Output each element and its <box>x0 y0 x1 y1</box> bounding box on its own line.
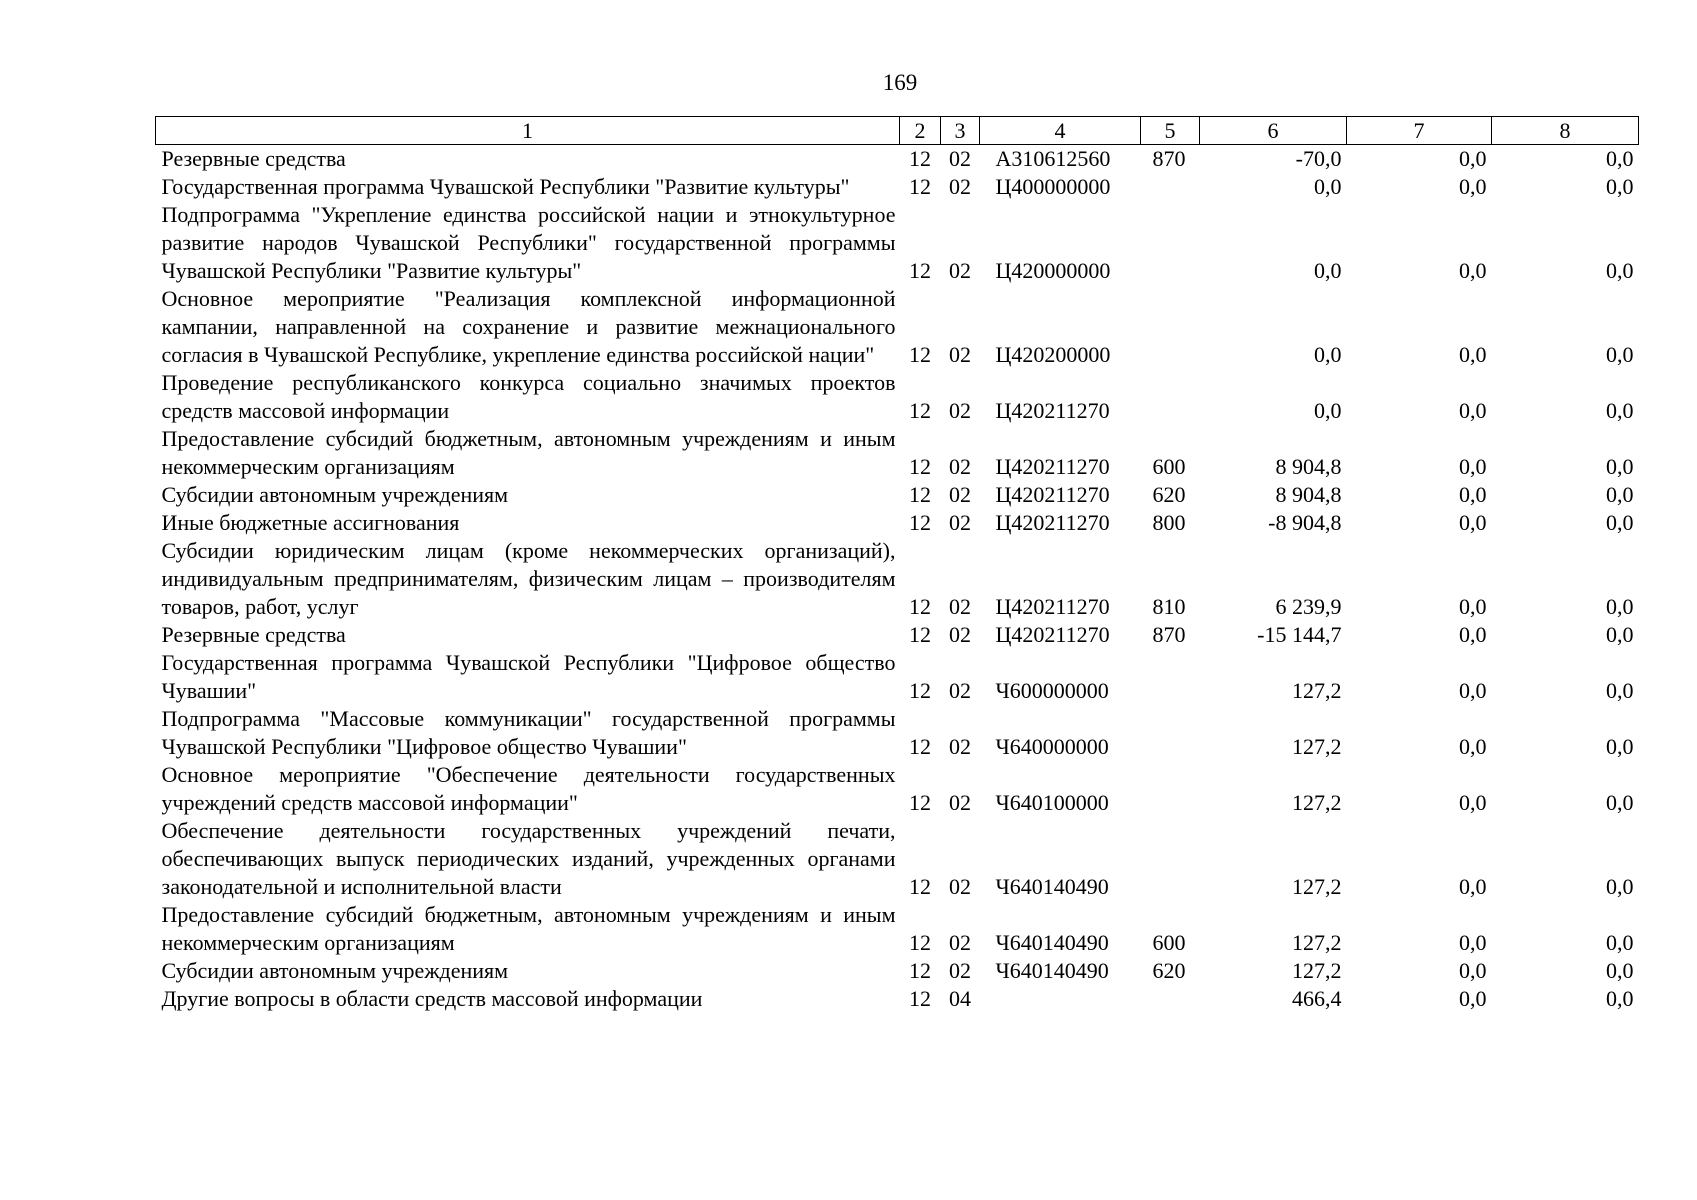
subsection-code: 02 <box>949 874 971 899</box>
section-code: 12 <box>909 678 931 703</box>
amount-col-7: 0,0 <box>1459 790 1487 815</box>
page-number: 169 <box>882 70 918 95</box>
amount-col-7: 0,0 <box>1459 342 1487 367</box>
amount-col-7: 0,0 <box>1459 510 1487 535</box>
amount-col-8: 0,0 <box>1606 146 1634 171</box>
expense-type-code: 620 <box>1152 482 1186 507</box>
amount-col-6: 127,2 <box>1292 930 1342 955</box>
amount-col-7: 0,0 <box>1459 454 1487 479</box>
amount-col-6: 127,2 <box>1292 874 1342 899</box>
amount-col-8: 0,0 <box>1606 398 1634 423</box>
expense-type-code <box>1141 285 1200 369</box>
row-name: Субсидии юридическим лицам (кроме некоммерческих организаций), индивидуальным предпринимателям, физическим лицам – производителям товаров, работ, услуг <box>161 538 896 619</box>
expense-type-code <box>1141 173 1200 201</box>
table-row <box>156 537 1639 621</box>
amount-col-8: 0,0 <box>1606 874 1634 899</box>
column-header-1: 1 <box>156 117 900 145</box>
section-code: 12 <box>909 342 931 367</box>
section-code: 12 <box>909 986 931 1011</box>
table-row <box>156 817 1639 901</box>
section-code: 12 <box>909 734 931 759</box>
row-name: Подпрограмма "Укрепление единства российской нации и этнокультурное развитие народов Чувашской Республики" государственной программы Чувашской Республики "Развитие культуры" <box>161 202 896 283</box>
amount-col-7: 0,0 <box>1459 958 1487 983</box>
amount-col-7: 0,0 <box>1459 678 1487 703</box>
target-article-code: Ч640140490 <box>995 874 1109 899</box>
subsection-code: 02 <box>949 398 971 423</box>
row-name: Обеспечение деятельности государственных учреждений печати, обеспечивающих выпуск периодических изданий, учрежденных органами законодательной и исполнительной власти <box>161 818 896 899</box>
section-code: 12 <box>909 594 931 619</box>
amount-col-8: 0,0 <box>1606 790 1634 815</box>
row-name: Резервные средства <box>161 146 346 171</box>
target-article-code: Ц420211270 <box>995 398 1110 423</box>
amount-col-8: 0,0 <box>1606 622 1634 647</box>
amount-col-8: 0,0 <box>1606 594 1634 619</box>
target-article-code: Ц420211270 <box>995 594 1110 619</box>
table-row <box>156 481 1639 509</box>
amount-col-8: 0,0 <box>1606 342 1634 367</box>
subsection-code: 02 <box>949 622 971 647</box>
amount-col-8: 0,0 <box>1606 258 1634 283</box>
expense-type-code: 870 <box>1152 622 1186 647</box>
amount-col-8: 0,0 <box>1606 678 1634 703</box>
amount-col-7: 0,0 <box>1459 874 1487 899</box>
amount-col-6: 8 904,8 <box>1275 454 1342 479</box>
section-code: 12 <box>909 930 931 955</box>
expense-type-code <box>1141 705 1200 761</box>
table-row <box>156 285 1639 369</box>
row-name: Субсидии автономным учреждениям <box>161 482 509 507</box>
amount-col-7: 0,0 <box>1459 174 1487 199</box>
amount-col-8: 0,0 <box>1606 958 1634 983</box>
expense-type-code: 870 <box>1152 146 1186 171</box>
subsection-code: 02 <box>949 734 971 759</box>
subsection-code: 04 <box>949 986 971 1011</box>
section-code: 12 <box>909 874 931 899</box>
section-code: 12 <box>909 482 931 507</box>
section-code: 12 <box>909 790 931 815</box>
expense-type-code: 800 <box>1152 510 1186 535</box>
amount-col-7: 0,0 <box>1459 734 1487 759</box>
table-row <box>156 509 1639 537</box>
amount-col-7: 0,0 <box>1459 258 1487 283</box>
amount-col-6: 0,0 <box>1314 174 1342 199</box>
column-header-8: 8 <box>1492 117 1639 145</box>
amount-col-7: 0,0 <box>1459 622 1487 647</box>
table-header <box>156 117 1639 145</box>
subsection-code: 02 <box>949 790 971 815</box>
section-code: 12 <box>909 454 931 479</box>
table-row <box>156 369 1639 425</box>
header-row <box>156 117 1639 145</box>
column-header-7: 7 <box>1347 117 1492 145</box>
section-code: 12 <box>909 146 931 171</box>
amount-col-7: 0,0 <box>1459 594 1487 619</box>
subsection-code: 02 <box>949 174 971 199</box>
amount-col-7: 0,0 <box>1459 986 1487 1011</box>
table-row <box>156 649 1639 705</box>
subsection-code: 02 <box>949 342 971 367</box>
table-row <box>156 201 1639 285</box>
subsection-code: 02 <box>949 454 971 479</box>
target-article-code: Ц420000000 <box>995 258 1111 283</box>
subsection-code: 02 <box>949 258 971 283</box>
amount-col-6: 0,0 <box>1314 398 1342 423</box>
table-row <box>156 761 1639 817</box>
amount-col-6: 127,2 <box>1292 734 1342 759</box>
row-name: Основное мероприятие "Реализация комплексной информационной кампании, направленной на сохранение и развитие межнационального согласия в Чувашской Республике, укрепление единства российской нации" <box>161 286 896 367</box>
amount-col-6: -15 144,7 <box>1257 622 1342 647</box>
amount-col-6: 0,0 <box>1314 342 1342 367</box>
column-header-4: 4 <box>980 117 1141 145</box>
table-row <box>156 957 1639 985</box>
amount-col-8: 0,0 <box>1606 454 1634 479</box>
target-article-code <box>980 985 1141 1013</box>
table-row <box>156 425 1639 481</box>
target-article-code: Ч640140490 <box>995 958 1109 983</box>
amount-col-7: 0,0 <box>1459 482 1487 507</box>
amount-col-6: 466,4 <box>1292 986 1342 1011</box>
amount-col-6: 127,2 <box>1292 790 1342 815</box>
target-article-code: А310612560 <box>995 146 1111 171</box>
row-name: Государственная программа Чувашской Республики "Развитие культуры" <box>161 174 850 199</box>
expense-type-code <box>1141 649 1200 705</box>
row-name: Субсидии автономным учреждениям <box>161 958 509 983</box>
column-header-6: 6 <box>1200 117 1347 145</box>
section-code: 12 <box>909 174 931 199</box>
column-header-3: 3 <box>941 117 980 145</box>
expense-type-code <box>1141 761 1200 817</box>
expense-type-code <box>1141 817 1200 901</box>
amount-col-6: -70,0 <box>1295 146 1342 171</box>
target-article-code: Ц400000000 <box>995 174 1111 199</box>
row-name: Предоставление субсидий бюджетным, автономным учреждениям и иным некоммерческим организациям <box>161 902 896 955</box>
section-code: 12 <box>909 398 931 423</box>
amount-col-7: 0,0 <box>1459 930 1487 955</box>
row-name: Основное мероприятие "Обеспечение деятельности государственных учреждений средств массовой информации" <box>161 762 896 815</box>
subsection-code: 02 <box>949 930 971 955</box>
row-name: Резервные средства <box>161 622 346 647</box>
expense-type-code: 600 <box>1152 454 1186 479</box>
amount-col-6: 6 239,9 <box>1275 594 1342 619</box>
target-article-code: Ц420211270 <box>995 622 1110 647</box>
target-article-code: Ц420200000 <box>995 342 1111 367</box>
column-header-5: 5 <box>1141 117 1200 145</box>
amount-col-8: 0,0 <box>1606 734 1634 759</box>
expense-type-code: 600 <box>1152 930 1186 955</box>
subsection-code: 02 <box>949 510 971 535</box>
target-article-code: Ч640000000 <box>995 734 1109 759</box>
row-name: Подпрограмма "Массовые коммуникации" государственной программы Чувашской Республики "Цифровое общество Чувашии" <box>161 706 896 759</box>
target-article-code: Ч640100000 <box>995 790 1109 815</box>
budget-table <box>155 116 1639 1013</box>
section-code: 12 <box>909 622 931 647</box>
table-row <box>156 705 1639 761</box>
expense-type-code <box>1141 201 1200 285</box>
table-row <box>156 145 1639 174</box>
row-name: Иные бюджетные ассигнования <box>161 510 460 535</box>
target-article-code: Ц420211270 <box>995 510 1110 535</box>
amount-col-7: 0,0 <box>1459 146 1487 171</box>
amount-col-6: -8 904,8 <box>1268 510 1342 535</box>
table-body <box>156 145 1639 1014</box>
row-name: Другие вопросы в области средств массовой информации <box>161 986 703 1011</box>
subsection-code: 02 <box>949 594 971 619</box>
table-row <box>156 173 1639 201</box>
amount-col-6: 127,2 <box>1292 958 1342 983</box>
subsection-code: 02 <box>949 678 971 703</box>
expense-type-code <box>1141 985 1200 1013</box>
row-name: Государственная программа Чувашской Республики "Цифровое общество Чувашии" <box>161 650 896 703</box>
target-article-code: Ч600000000 <box>995 678 1109 703</box>
amount-col-8: 0,0 <box>1606 930 1634 955</box>
expense-type-code: 620 <box>1152 958 1186 983</box>
section-code: 12 <box>909 958 931 983</box>
amount-col-8: 0,0 <box>1606 482 1634 507</box>
section-code: 12 <box>909 258 931 283</box>
target-article-code: Ц420211270 <box>995 482 1110 507</box>
amount-col-6: 127,2 <box>1292 678 1342 703</box>
expense-type-code: 810 <box>1152 594 1186 619</box>
row-name: Проведение республиканского конкурса социально значимых проектов средств массовой информации <box>161 370 896 423</box>
subsection-code: 02 <box>949 482 971 507</box>
amount-col-6: 0,0 <box>1314 258 1342 283</box>
table-row <box>156 901 1639 957</box>
subsection-code: 02 <box>949 146 971 171</box>
table-row <box>156 621 1639 649</box>
expense-type-code <box>1141 369 1200 425</box>
target-article-code: Ц420211270 <box>995 454 1110 479</box>
amount-col-8: 0,0 <box>1606 986 1634 1011</box>
subsection-code: 02 <box>949 958 971 983</box>
row-name: Предоставление субсидий бюджетным, автономным учреждениям и иным некоммерческим организациям <box>161 426 896 479</box>
column-header-2: 2 <box>900 117 941 145</box>
amount-col-6: 8 904,8 <box>1275 482 1342 507</box>
target-article-code: Ч640140490 <box>995 930 1109 955</box>
table-row <box>156 985 1639 1013</box>
amount-col-8: 0,0 <box>1606 510 1634 535</box>
amount-col-8: 0,0 <box>1606 174 1634 199</box>
amount-col-7: 0,0 <box>1459 398 1487 423</box>
section-code: 12 <box>909 510 931 535</box>
